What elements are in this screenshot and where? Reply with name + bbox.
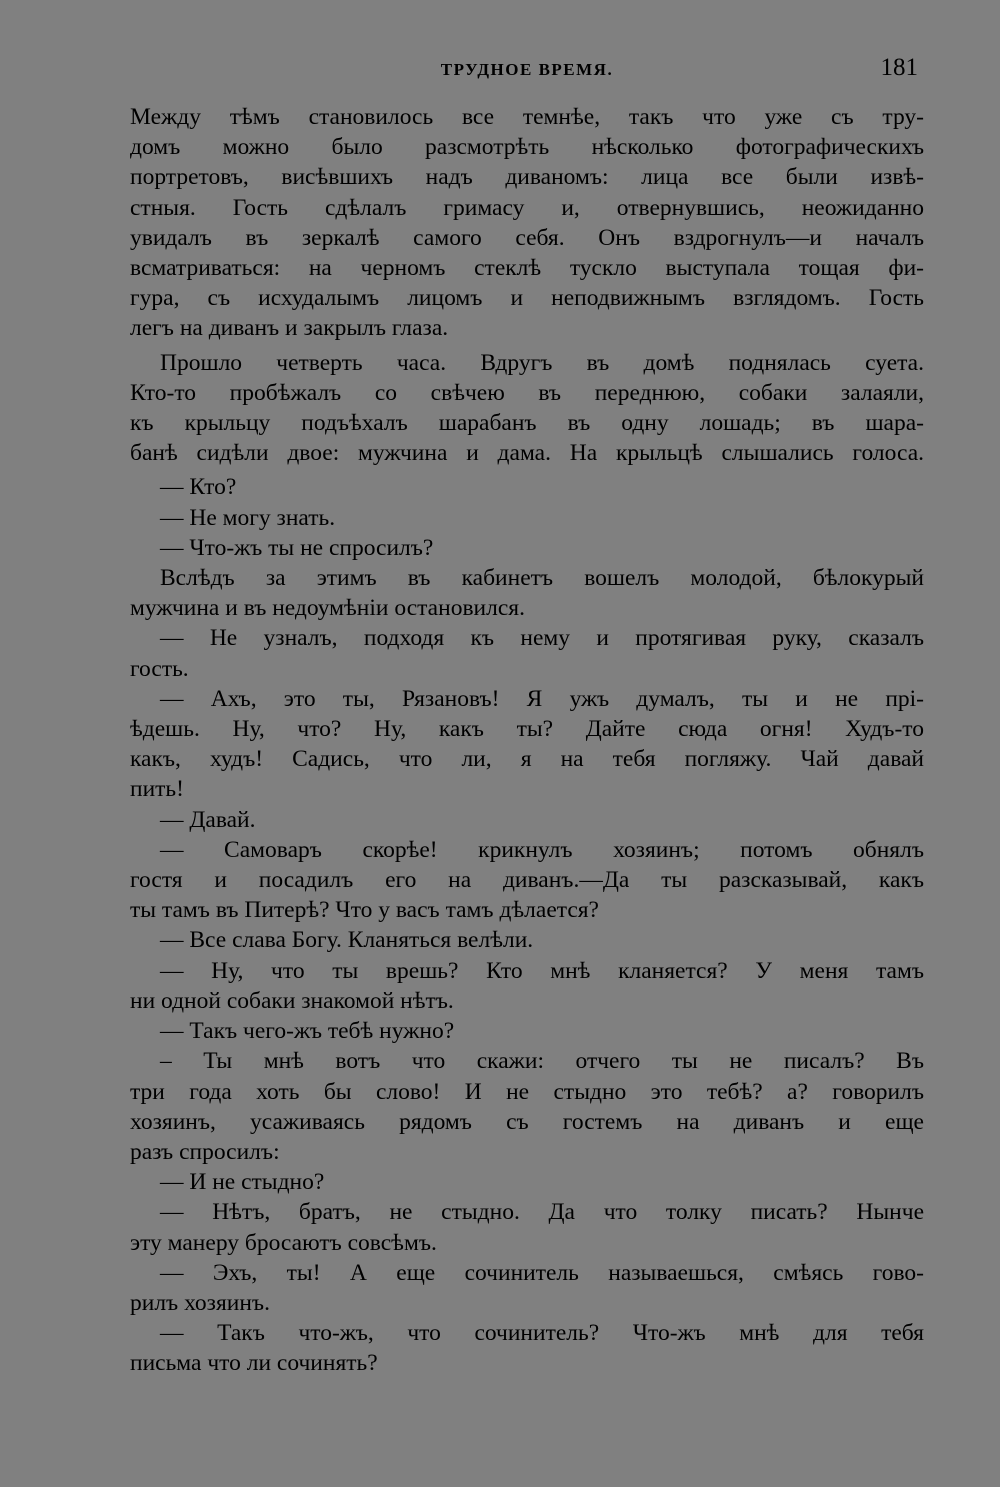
text-line: – Ты мнѣ вотъ что скажи: отчего ты не писалъ? Въ (160, 1048, 924, 1075)
text-line: — Такъ что-жъ, что сочинитель? Что-жъ мнѣ для тебя (160, 1320, 924, 1347)
text-line: какъ, худъ! Садись, что ли, я на тебя погляжу. Чай давай (130, 746, 924, 773)
text-line: — Кто? (160, 474, 237, 501)
text-line: — Что-жъ ты не спросилъ? (160, 534, 434, 561)
text-line: — Ну, что ты врешь? Кто мнѣ кланяется? У меня тамъ (160, 957, 924, 984)
text-line: Кто-то пробѣжалъ со свѣчею въ переднюю, собаки залаяли, (130, 379, 924, 406)
text-line: — Самоваръ скорѣе! крикнулъ хозяинъ; потомъ обнялъ (160, 836, 924, 863)
text-line: легъ на диванъ и закрылъ глаза. (130, 315, 449, 342)
book-page (130, 54, 924, 1454)
text-line: Прошло четверть часа. Вдругъ въ домѣ поднялась суета. (160, 349, 924, 376)
text-line: мужчина и въ недоумѣніи остановился. (130, 595, 525, 622)
text-line: хозяинъ, усаживаясь рядомъ съ гостемъ на диванъ и еще (130, 1108, 924, 1135)
text-line: Вслѣдъ за этимъ въ кабинетъ вошелъ молодой, бѣлокурый (160, 565, 924, 592)
text-line: — Нѣтъ, братъ, не стыдно. Да что толку писать? Нынче (160, 1199, 924, 1226)
text-line: Между тѣмъ становилось все темнѣе, такъ что уже съ тру- (130, 104, 924, 130)
text-line: банѣ сидѣли двое: мужчина и дама. На крыльцѣ слышались голоса. (130, 440, 924, 467)
text-line: — И не стыдно? (160, 1169, 325, 1196)
text-line: гость. (130, 655, 189, 682)
text-line: рилъ хозяинъ. (130, 1289, 270, 1316)
body-text (130, 102, 924, 1379)
text-line: пить! (130, 776, 184, 803)
running-title: ТРУДНОЕ ВРЕМЯ. (440, 60, 614, 79)
text-line: ѣдешь. Ну, что? Ну, какъ ты? Дайте сюда огня! Худъ-то (130, 716, 924, 743)
text-line: эту манеру бросаютъ совсѣмъ. (130, 1229, 437, 1256)
running-head (130, 54, 924, 88)
text-line: ни одной собаки знакомой нѣтъ. (130, 987, 454, 1014)
page-number: 181 (880, 54, 918, 81)
text-line: — Все слава Богу. Кланяться велѣли. (160, 927, 534, 954)
text-line: гостя и посадилъ его на диванъ.—Да ты разсказывай, какъ (130, 867, 924, 894)
text-line: стныя. Гость сдѣлалъ гримасу и, отвернувшись, неожиданно (130, 194, 924, 221)
text-line: домъ можно было разсмотрѣть нѣсколько фотографическихъ (130, 134, 924, 161)
text-line: всматриваться: на черномъ стеклѣ тускло выступала тощая фи- (130, 255, 924, 282)
text-line: — Эхъ, ты! А еще сочинитель называешься, смѣясь гово- (160, 1259, 924, 1286)
text-line: — Не могу знать. (160, 504, 336, 531)
text-line: — Такъ чего-жъ тебѣ нужно? (160, 1018, 455, 1045)
text-line: къ крыльцу подъѣхалъ шарабанъ въ одну лошадь; въ шара- (130, 410, 924, 437)
text-line: портретовъ, висѣвшихъ надъ диваномъ: лица все были извѣ- (130, 164, 924, 191)
text-line: разъ спросилъ: (130, 1138, 280, 1165)
text-line: — Ахъ, это ты, Рязановъ! Я ужъ думалъ, ты и не прі- (160, 685, 924, 712)
text-line: три года хоть бы слово! И не стыдно это тебѣ? а? говорилъ (130, 1078, 924, 1105)
text-line: гура, съ исхудалымъ лицомъ и неподвижнымъ взглядомъ. Гость (130, 285, 924, 312)
text-line: письма что ли сочинять? (130, 1350, 378, 1377)
text-line: — Не узналъ, подходя къ нему и протягивая руку, сказалъ (160, 625, 924, 652)
text-line: ты тамъ въ Питерѣ? Что у васъ тамъ дѣлается? (130, 897, 599, 924)
text-line: увидалъ въ зеркалѣ самого себя. Онъ вздрогнулъ—и началъ (130, 224, 924, 251)
text-line: — Давай. (160, 806, 256, 833)
